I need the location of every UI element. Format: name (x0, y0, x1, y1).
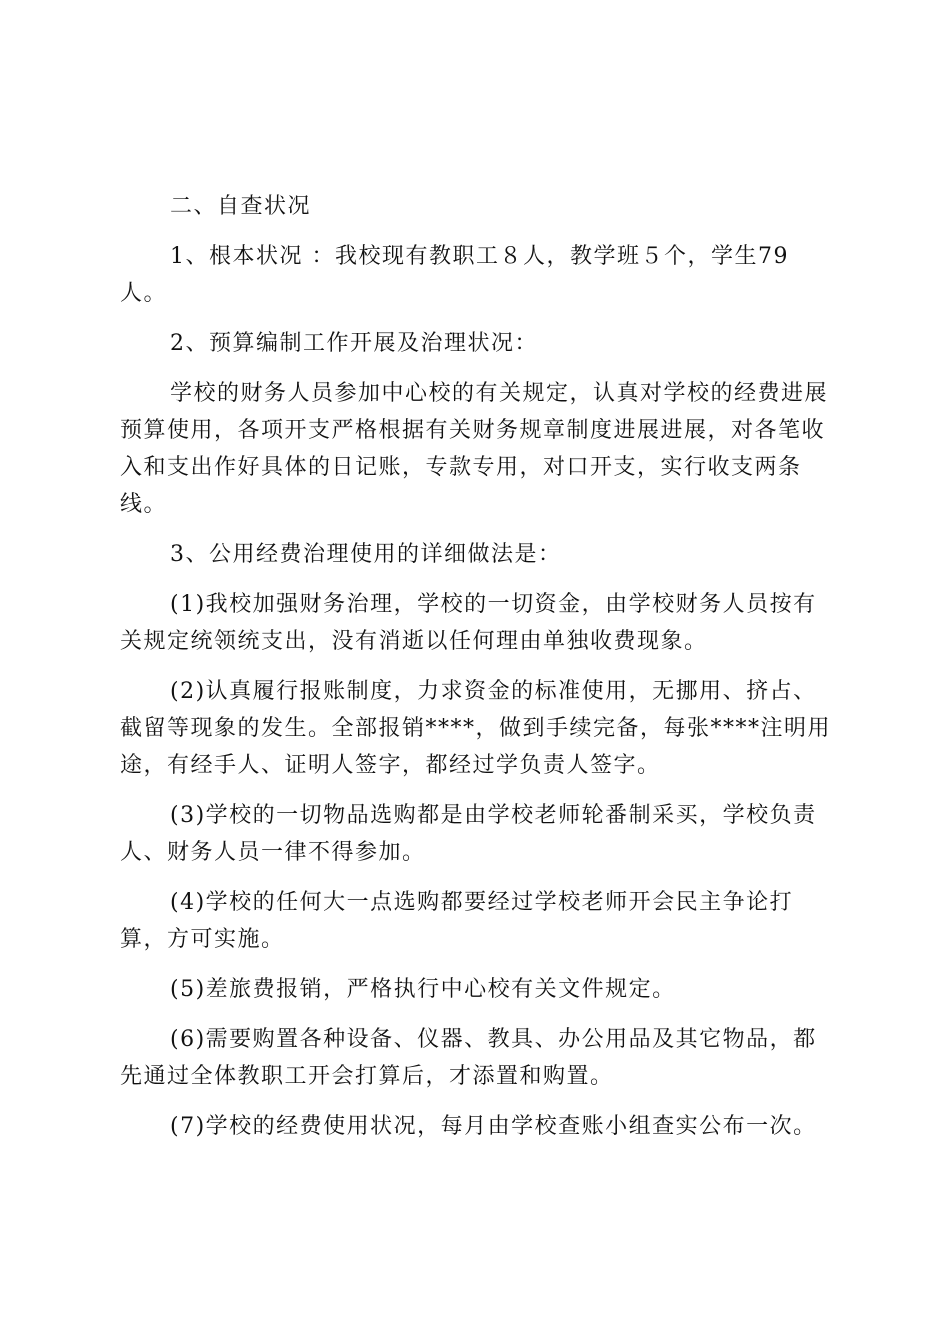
paragraph-funds-heading: 3、公用经费治理使用的详细做法是： (170, 542, 562, 567)
paragraph-basic-status: 1、根本状况 ：我校现有教职工８人，教学班５个，学生79人。 (120, 244, 789, 306)
list-item-3: (3)学校的一切物品选购都是由学校老师轮番制采买，学校负责人、财务人员一律不得参加。 (120, 803, 817, 865)
list-item-1: (1)我校加强财务治理，学校的一切资金，由学校财务人员按有关规定统领统支出，没有消逝以任何理由单独收费现象。 (120, 592, 817, 654)
paragraph-budget-heading: 2、预算编制工作开展及治理状况： (170, 331, 538, 356)
list-item-6: (6)需要购置各种设备、仪器、教具、办公用品及其它物品，都先通过全体教职工开会打算后，才添置和购置。 (120, 1027, 817, 1089)
document-body (120, 188, 832, 1158)
list-item-4: (4)学校的任何大一点选购都要经过学校老师开会民主争论打算，方可实施。 (120, 890, 794, 952)
section-heading: 二、自查状况 (170, 194, 312, 219)
list-item-2: (2)认真履行报账制度，力求资金的标准使用，无挪用、挤占、截留等现象的发生。全部报销****，做到手续完备，每张****注明用途，有经手人、证明人签字，都经过学负责人签字。 (120, 679, 832, 778)
paragraph-budget-body: 学校的财务人员参加中心校的有关规定，认真对学校的经费进展预算使用，各项开支严格根据有关财务规章制度进展进展，对各笔收入和支出作好具体的日记账，专款专用，对口开支，实行收支两条线。 (120, 381, 829, 517)
list-item-7: (7)学校的经费使用状况，每月由学校查账小组查实公布一次。 (170, 1114, 817, 1139)
list-item-5: (5)差旅费报销，严格执行中心校有关文件规定。 (170, 977, 676, 1002)
